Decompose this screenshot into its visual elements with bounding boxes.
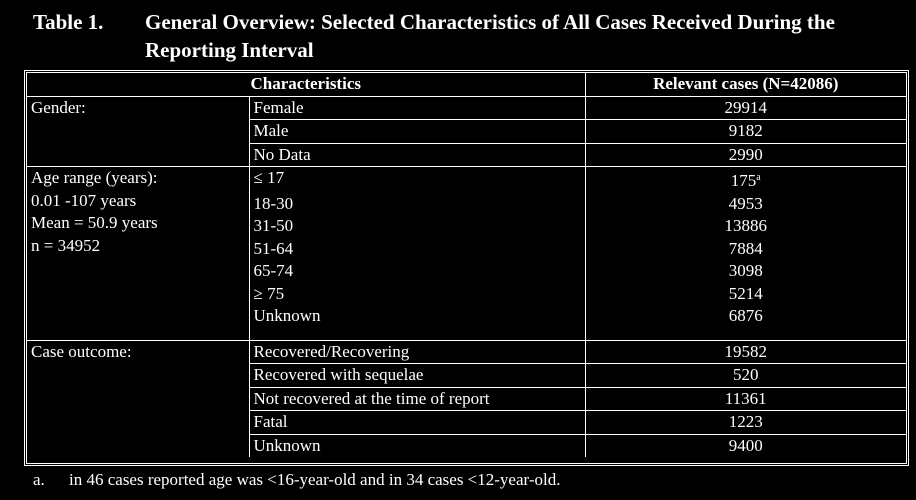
- row-value: 2990: [585, 143, 906, 167]
- row-value: 6876: [585, 305, 906, 328]
- row-name: 65-74: [249, 260, 585, 283]
- age-label-line: 0.01 -107 years: [31, 190, 137, 210]
- row-name: Male: [249, 120, 585, 144]
- age-label-line: Age range (years):: [31, 168, 158, 187]
- spacer-cell: [585, 328, 906, 341]
- row-value: [585, 167, 906, 193]
- footnote-mark: a.: [33, 470, 45, 489]
- row-value: 29914: [585, 96, 906, 120]
- row-name: ≤ 17: [249, 167, 585, 193]
- row-value: 520: [585, 364, 906, 388]
- gender-label: Gender:: [31, 97, 86, 117]
- row-name: Not recovered at the time of report: [249, 387, 585, 411]
- table-number: Table 1.: [33, 10, 104, 34]
- spacer-cell: [249, 328, 585, 341]
- row-value: 3098: [585, 260, 906, 283]
- row-value: 5214: [585, 283, 906, 306]
- row-name: Female: [249, 96, 585, 120]
- table-title-text: General Overview: Selected Characteristics of All Cases Received During the Reporting Interval: [145, 10, 835, 62]
- row-name: 51-64: [249, 238, 585, 261]
- table-row: [27, 340, 906, 364]
- row-name: No Data: [249, 143, 585, 167]
- row-name: Unknown: [249, 305, 585, 328]
- table-row: [27, 167, 906, 193]
- row-name: 18-30: [249, 193, 585, 216]
- outcome-label: Case outcome:: [27, 340, 249, 457]
- row-value: 9400: [585, 434, 906, 457]
- footnote-marker: a: [756, 172, 761, 183]
- row-name: Recovered/Recovering: [249, 340, 585, 364]
- header-relevant-cases: Relevant cases (N=42086): [585, 73, 906, 96]
- row-value: 11361: [585, 387, 906, 411]
- row-value: 9182: [585, 120, 906, 144]
- row-value-number: 175: [730, 171, 757, 190]
- footnote-text: in 46 cases reported age was <16-year-old and in 34 cases <12-year-old.: [69, 470, 561, 489]
- row-value: 1223: [585, 411, 906, 435]
- row-value: 19582: [585, 340, 906, 364]
- header-characteristics: Characteristics: [27, 73, 585, 96]
- row-value: 7884: [585, 238, 906, 261]
- row-name: 31-50: [249, 215, 585, 238]
- row-name: Unknown: [249, 434, 585, 457]
- row-name: ≥ 75: [249, 283, 585, 306]
- age-label-line: n = 34952: [31, 235, 101, 255]
- age-label: [27, 167, 249, 341]
- row-value: 4953: [585, 193, 906, 216]
- age-label-line: Mean = 50.9 years: [31, 213, 158, 232]
- row-name: Recovered with sequelae: [249, 364, 585, 388]
- table-row: [27, 96, 906, 120]
- row-name: Fatal: [249, 411, 585, 435]
- characteristics-table: [24, 70, 909, 466]
- row-value: 13886: [585, 215, 906, 238]
